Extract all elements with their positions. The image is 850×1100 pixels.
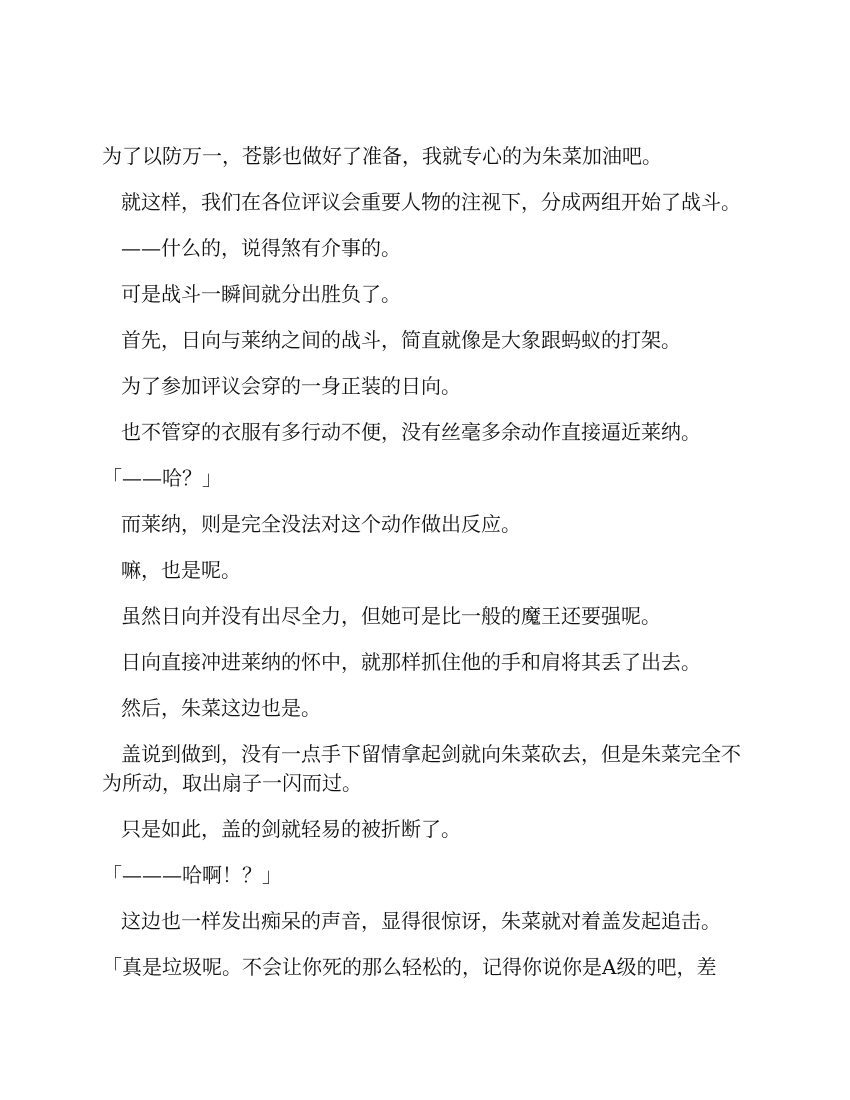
paragraph: 然后，朱菜这边也是。 [121,696,321,720]
paragraph: 「真是垃圾呢。不会让你死的那么轻松的，记得你说你是A级的吧，差 [102,955,717,979]
paragraph: 为了参加评议会穿的一身正装的日向。 [121,374,461,398]
paragraph: 为了以防万一，苍影也做好了准备，我就专心的为朱菜加油吧。 [102,144,662,168]
paragraph: ——什么的，说得煞有介事的。 [121,236,401,260]
paragraph: 只是如此，盖的剑就轻易的被折断了。 [121,817,461,841]
paragraph: 「———哈啊！？」 [102,863,282,887]
document-body [102,142,750,999]
paragraph: 嘛，也是呢。 [121,558,241,582]
paragraph: 可是战斗一瞬间就分出胜负了。 [121,282,401,306]
paragraph: 而莱纳，则是完全没法对这个动作做出反应。 [121,512,521,536]
paragraph: 「——哈？」 [102,466,222,490]
paragraph: 就这样，我们在各位评议会重要人物的注视下，分成两组开始了战斗。 [121,190,741,214]
paragraph: 日向直接冲进莱纳的怀中，就那样抓住他的手和肩将其丢了出去。 [121,650,701,674]
paragraph: 盖说到做到，没有一点手下留情拿起剑就向朱菜砍去，但是朱菜完全不为所动，取出扇子一闪而过。 [102,742,741,795]
paragraph: 首先，日向与莱纳之间的战斗，简直就像是大象跟蚂蚁的打架。 [121,328,681,352]
paragraph: 也不管穿的衣服有多行动不便，没有丝毫多余动作直接逼近莱纳。 [121,420,701,444]
paragraph: 虽然日向并没有出尽全力，但她可是比一般的魔王还要强呢。 [121,604,661,628]
paragraph: 这边也一样发出痴呆的声音，显得很惊讶，朱菜就对着盖发起追击。 [121,909,721,933]
